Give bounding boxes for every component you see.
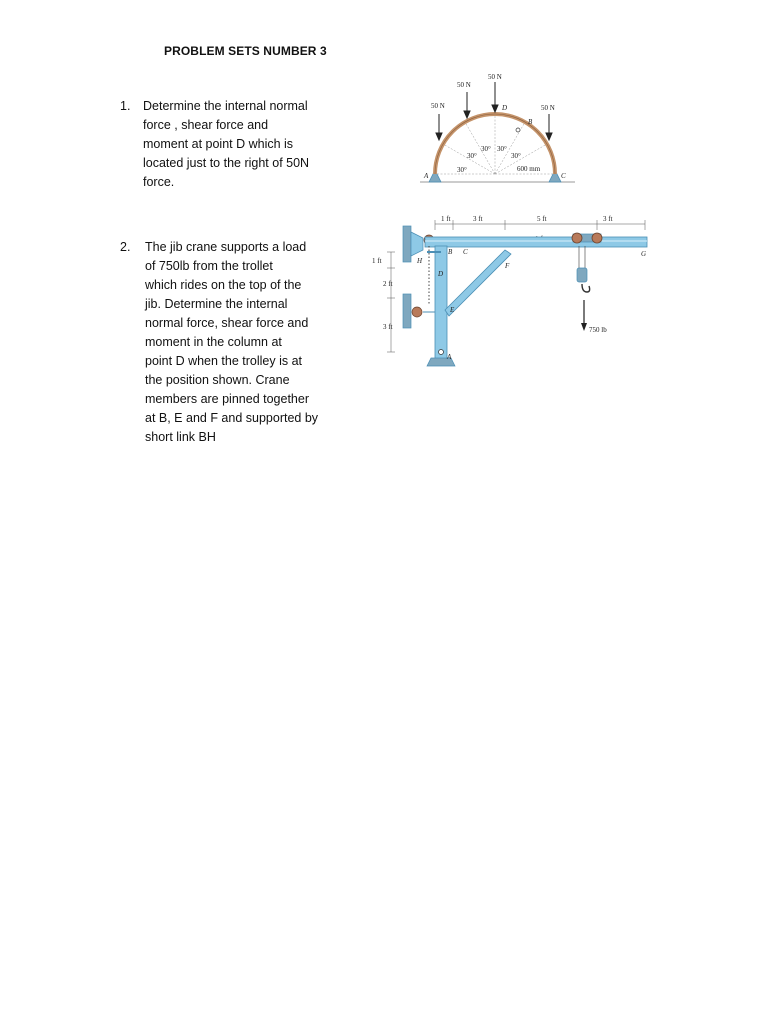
side-dimension-label: 2 ft [383,280,393,288]
point-label-f: F [505,262,510,270]
hook-icon [582,284,590,292]
load-label: 50 N [431,102,445,110]
point-label-h: H [417,257,423,265]
dimension-label: 3 ft [473,215,483,223]
angle-label: 30° [467,152,477,160]
load-label: 50 N [488,73,502,81]
point-label-d: D [438,270,444,278]
problem-text: The jib crane supports a load of 750lb from the trollet which rides on the top of the jib. Determine the internal normal force, shear force and moment in the column at point D when the trolley is at the position shown. Crane members are pinned together at B, E and F and supported by short link BH [145,240,319,444]
diagonal-brace [445,250,511,316]
dimension-label: 3 ft [603,215,613,223]
wall-bracket-lower [403,294,411,328]
load-arrowhead [581,323,587,331]
point-label-a: A [424,172,429,180]
jib-beam [425,237,647,247]
problem-number: 2. [120,240,131,254]
dimension-label: 1 ft [441,215,451,223]
angle-label: 30° [481,145,491,153]
point-label-c: C [463,248,468,256]
document-title: PROBLEM SETS NUMBER 3 [164,44,327,58]
hoist-block [577,268,587,282]
trolley-wheel-left [572,233,582,243]
trolley-wheel-right [592,233,602,243]
dimension-label: 5 ft [537,215,547,223]
pin-a [439,350,444,355]
side-dimension-label: 3 ft [383,323,393,331]
bracket-mount [411,232,423,256]
point-label-e: E [450,306,455,314]
angle-label: 30° [497,145,507,153]
point-label-a: A [447,353,452,361]
problem-text: Determine the internal normal force , shear force and moment at point D which is located just to the right of 50N force. [143,99,310,189]
column-member [435,246,447,364]
hinge-b [516,128,520,132]
figure-jib-crane [365,208,660,373]
pulley-lower [412,307,422,317]
point-label-g: G [641,250,647,258]
point-label-b: B [528,118,533,126]
point-label-d: D [502,104,508,112]
problem-number: 1. [120,99,131,113]
load-label: 50 N [457,81,471,89]
angle-label: 30° [457,166,467,174]
point-label-b: B [448,248,453,256]
load-label: 750 lb [589,326,607,334]
angle-label: 30° [511,152,521,160]
figure-arch [415,70,585,195]
side-dimension-label: 1 ft [372,257,382,265]
point-label-c: C [561,172,566,180]
wall-bracket [403,226,411,262]
load-label: 50 N [541,104,555,112]
radius-label: 600 mm [517,165,541,173]
